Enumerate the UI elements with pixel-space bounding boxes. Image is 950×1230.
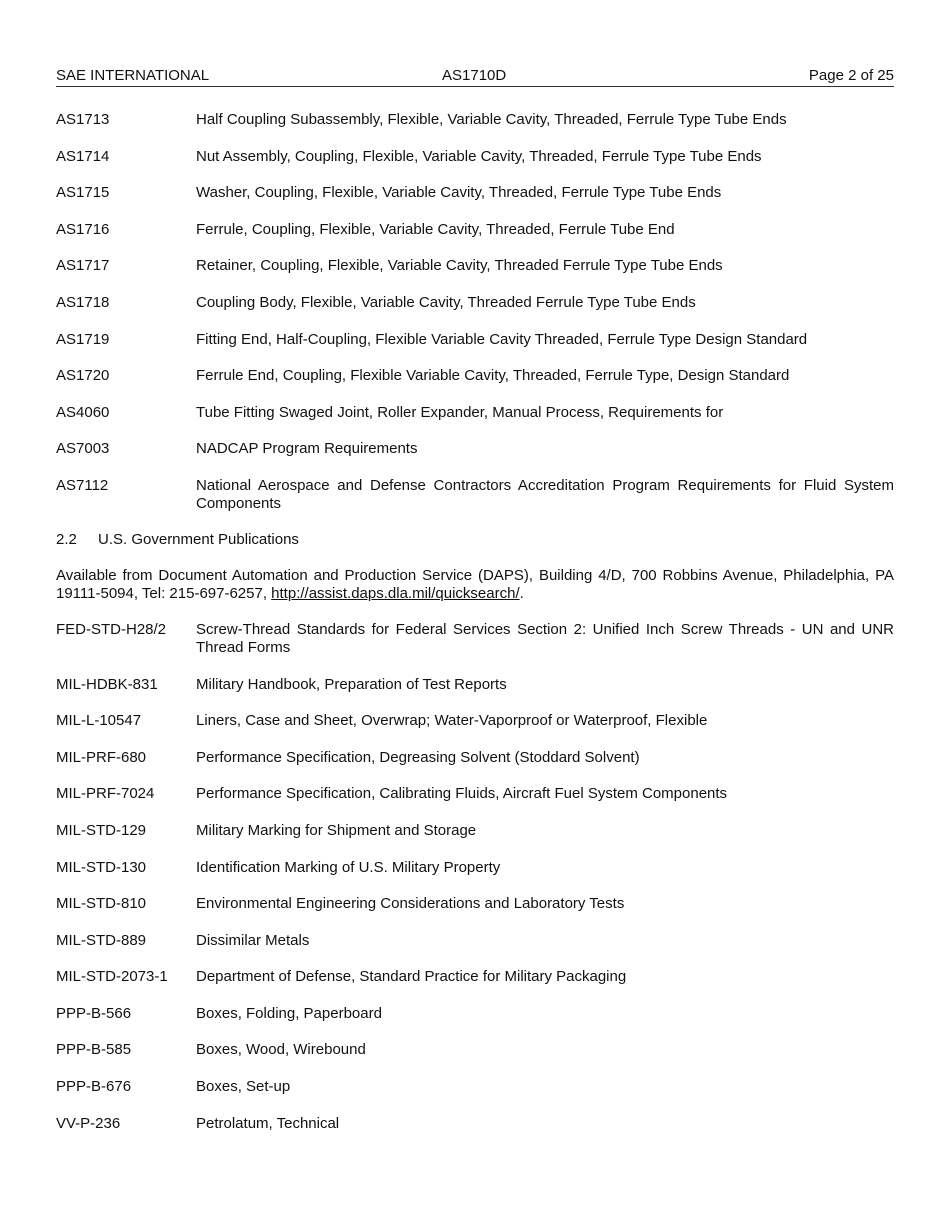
reference-code: PPP-B-585 — [56, 1041, 132, 1059]
sae-reference-list — [56, 111, 894, 513]
reference-title: Half Coupling Subassembly, Flexible, Variable Cavity, Threaded, Ferrule Type Tube Ends — [196, 111, 787, 128]
reference-code: PPP-B-566 — [56, 1004, 132, 1022]
header-publisher: SAE INTERNATIONAL — [56, 67, 210, 84]
reference-entry — [56, 859, 894, 877]
reference-entry — [56, 785, 894, 803]
reference-title: Boxes, Wood, Wirebound — [196, 1041, 366, 1059]
reference-title: Environmental Engineering Considerations and Laboratory Tests — [196, 895, 625, 913]
reference-entry — [56, 148, 894, 166]
reference-code: AS1718 — [56, 293, 110, 311]
reference-entry — [56, 477, 894, 513]
reference-title: Washer, Coupling, Flexible, Variable Cavity, Threaded, Ferrule Type Tube Ends — [196, 184, 722, 202]
availability-paragraph — [56, 567, 894, 603]
reference-entry — [56, 294, 894, 312]
reference-title: NADCAP Program Requirements — [196, 440, 418, 458]
reference-title: Liners, Case and Sheet, Overwrap; Water-Vaporproof or Waterproof, Flexible — [196, 712, 708, 730]
reference-entry — [56, 1005, 894, 1023]
reference-code: AS1713 — [56, 111, 110, 128]
page-header — [56, 60, 894, 87]
reference-entry — [56, 440, 894, 458]
reference-entry — [56, 221, 894, 239]
reference-code: VV-P-236 — [56, 1114, 121, 1132]
reference-code: AS1719 — [56, 330, 110, 348]
reference-title: Screw-Thread Standards for Federal Services Section 2: Unified Inch Screw Threads - UN and UNR Thread Forms — [196, 620, 894, 656]
reference-entry — [56, 932, 894, 950]
reference-code: MIL-PRF-680 — [56, 748, 147, 766]
reference-entry — [56, 1078, 894, 1096]
reference-entry — [56, 676, 894, 694]
reference-title: Boxes, Folding, Paperboard — [196, 1004, 382, 1022]
reference-code: AS7003 — [56, 440, 110, 458]
reference-code: FED-STD-H28/2 — [56, 620, 167, 638]
reference-title: Military Handbook, Preparation of Test Reports — [196, 675, 507, 693]
reference-code: MIL-STD-129 — [56, 821, 147, 839]
availability-text: Available from Document Automation and Production Service (DAPS), Building 4/D, 700 Robbins Avenue, Philadelphia, PA 19111-5094, Tel: 215-697-6257, — [56, 566, 894, 602]
reference-code: MIL-STD-130 — [56, 858, 147, 876]
reference-title: Military Marking for Shipment and Storage — [196, 821, 477, 839]
reference-title: Performance Specification, Degreasing Solvent (Stoddard Solvent) — [196, 748, 640, 766]
reference-entry — [56, 1041, 894, 1059]
section-heading — [56, 531, 894, 549]
reference-code: MIL-PRF-7024 — [56, 785, 155, 803]
availability-period: . — [519, 584, 524, 602]
reference-code: AS1717 — [56, 257, 110, 275]
reference-code: MIL-HDBK-831 — [56, 675, 158, 693]
reference-code: MIL-STD-2073-1 — [56, 968, 168, 986]
reference-entry — [56, 749, 894, 767]
reference-title: Identification Marking of U.S. Military Property — [196, 858, 501, 876]
reference-title: Ferrule End, Coupling, Flexible Variable Cavity, Threaded, Ferrule Type, Design Standard — [196, 367, 790, 385]
assist-quicksearch-link[interactable]: http://assist.daps.dla.mil/quicksearch/ — [271, 584, 520, 602]
reference-entry — [56, 712, 894, 730]
reference-title: Retainer, Coupling, Flexible, Variable Cavity, Threaded Ferrule Type Tube Ends — [196, 257, 723, 275]
government-reference-list — [56, 621, 894, 1133]
reference-title: Performance Specification, Calibrating Fluids, Aircraft Fuel System Components — [196, 785, 728, 803]
reference-code: AS1720 — [56, 367, 110, 385]
reference-code: AS1716 — [56, 220, 110, 238]
document-page — [56, 60, 894, 1151]
reference-title: Nut Assembly, Coupling, Flexible, Variable Cavity, Threaded, Ferrule Type Tube Ends — [196, 147, 762, 165]
reference-entry — [56, 331, 894, 349]
reference-code: PPP-B-676 — [56, 1078, 132, 1096]
reference-code: MIL-STD-889 — [56, 931, 147, 949]
reference-entry — [56, 621, 894, 657]
reference-entry — [56, 111, 894, 129]
reference-code: AS1714 — [56, 147, 110, 165]
reference-title: Petrolatum, Technical — [196, 1114, 340, 1132]
reference-entry — [56, 895, 894, 913]
header-page-number: Page 2 of 25 — [808, 67, 894, 84]
reference-entry — [56, 257, 894, 275]
reference-code: MIL-L-10547 — [56, 712, 142, 730]
reference-title: Coupling Body, Flexible, Variable Cavity, Threaded Ferrule Type Tube Ends — [196, 293, 696, 311]
reference-code: AS1715 — [56, 184, 110, 202]
reference-title: Dissimilar Metals — [196, 931, 310, 949]
reference-title: Tube Fitting Swaged Joint, Roller Expander, Manual Process, Requirements for — [196, 403, 724, 421]
section-title: U.S. Government Publications — [98, 530, 299, 548]
reference-title: National Aerospace and Defense Contractors Accreditation Program Requirements for Fluid System Components — [196, 476, 894, 512]
reference-code: AS7112 — [56, 476, 109, 494]
reference-title: Ferrule, Coupling, Flexible, Variable Cavity, Threaded, Ferrule Tube End — [196, 220, 675, 238]
reference-title: Fitting End, Half-Coupling, Flexible Variable Cavity Threaded, Ferrule Type Design Standard — [196, 330, 808, 348]
header-document-number: AS1710D — [442, 67, 507, 84]
reference-entry — [56, 184, 894, 202]
reference-entry — [56, 1115, 894, 1133]
reference-code: MIL-STD-810 — [56, 895, 147, 913]
section-number: 2.2 — [56, 530, 77, 548]
reference-entry — [56, 968, 894, 986]
reference-code: AS4060 — [56, 403, 110, 421]
reference-title: Department of Defense, Standard Practice for Military Packaging — [196, 968, 627, 986]
reference-entry — [56, 404, 894, 422]
reference-title: Boxes, Set-up — [196, 1078, 291, 1096]
reference-entry — [56, 822, 894, 840]
reference-entry — [56, 367, 894, 385]
